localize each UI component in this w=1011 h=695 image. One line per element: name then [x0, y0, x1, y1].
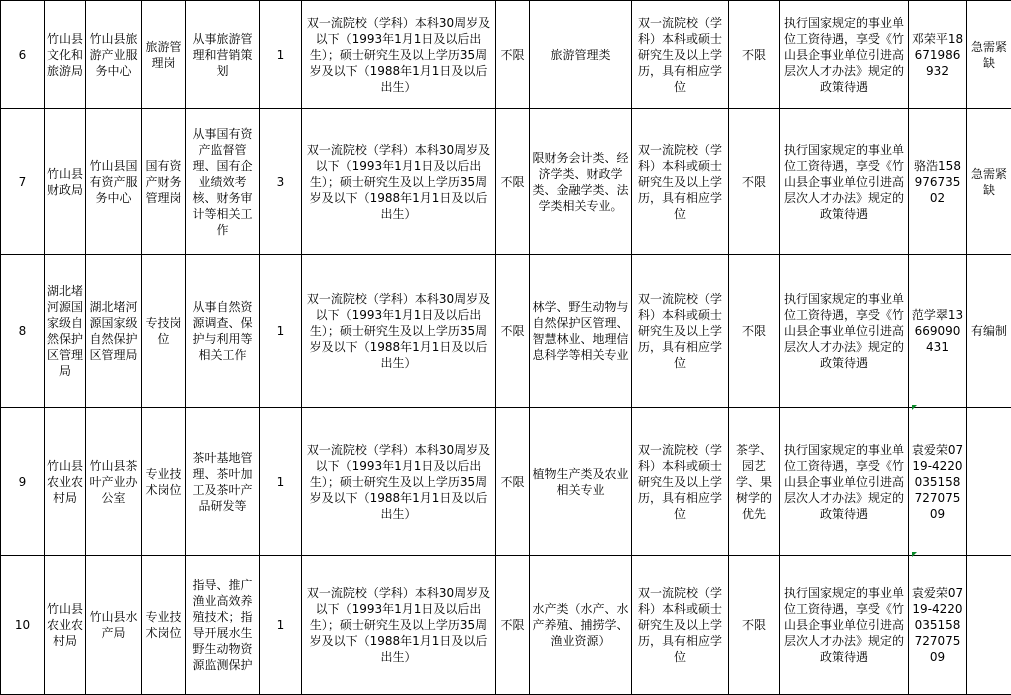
cell-count: 3 [260, 109, 302, 255]
table-row [1, 408, 1011, 556]
cell-dept: 竹山县文化和旅游局 [45, 1, 86, 109]
cell-duty: 指导、推广渔业高效养殖技术；指导开展水生野生动物资源监测保护 [186, 556, 260, 695]
cell-note [967, 556, 1011, 695]
cell-age: 双一流院校（学科）本科30周岁及以下（1993年1月1日及以后出生）；硕士研究生及以上学历35周岁及以下（1988年1月1日及以后出生） [302, 255, 496, 408]
cell-note: 急需紧缺 [967, 1, 1011, 109]
cell-unit: 竹山县水产局 [86, 556, 142, 695]
cell-count: 1 [260, 1, 302, 109]
cell-dept: 湖北堵河源国家级自然保护区管理局 [45, 255, 86, 408]
cell-gender: 不限 [496, 1, 530, 109]
cell-salary: 执行国家规定的事业单位工资待遇，享受《竹山县企事业单位引进高层次人才办法》规定的政策待遇 [780, 408, 909, 556]
cell-other: 不限 [729, 109, 780, 255]
cell-major: 林学、野生动物与自然保护区管理、智慧林业、地理信息科学等相关专业 [530, 255, 632, 408]
cell-gender: 不限 [496, 408, 530, 556]
cell-count: 1 [260, 556, 302, 695]
cell-major: 限财务会计类、经济学类、财政学类、金融学类、法学类相关专业。 [530, 109, 632, 255]
cell-other: 茶学、园艺学、果树学的优先 [729, 408, 780, 556]
cell-duty: 从事旅游管理和营销策划 [186, 1, 260, 109]
cell-education: 双一流院校（学科）本科或硕士研究生及以上学历，具有相应学位 [632, 556, 729, 695]
cell-count: 1 [260, 408, 302, 556]
cell-contact: 范学翠13669090431 [909, 255, 967, 408]
cell-post: 专技岗位 [142, 255, 186, 408]
cell-unit: 竹山县茶叶产业办公室 [86, 408, 142, 556]
cell-major: 旅游管理类 [530, 1, 632, 109]
cell-no: 10 [1, 556, 45, 695]
cell-count: 1 [260, 255, 302, 408]
cell-post: 国有资产财务管理岗 [142, 109, 186, 255]
cell-no: 8 [1, 255, 45, 408]
cell-contact: 邓荣平18671986932 [909, 1, 967, 109]
cell-duty: 从事国有资产监督管理、国有企业绩效考核、财务审计等相关工作 [186, 109, 260, 255]
comment-marker-icon [912, 405, 917, 410]
cell-other: 不限 [729, 255, 780, 408]
cell-salary: 执行国家规定的事业单位工资待遇，享受《竹山县企事业单位引进高层次人才办法》规定的政策待遇 [780, 255, 909, 408]
cell-education: 双一流院校（学科）本科或硕士研究生及以上学历，具有相应学位 [632, 109, 729, 255]
cell-dept: 竹山县农业农村局 [45, 556, 86, 695]
cell-note: 有编制 [967, 255, 1011, 408]
cell-unit: 竹山县国有资产服务中心 [86, 109, 142, 255]
cell-education: 双一流院校（学科）本科或硕士研究生及以上学历，具有相应学位 [632, 255, 729, 408]
cell-age: 双一流院校（学科）本科30周岁及以下（1993年1月1日及以后出生）；硕士研究生及以上学历35周岁及以下（1988年1月1日及以后出生） [302, 1, 496, 109]
cell-age: 双一流院校（学科）本科30周岁及以下（1993年1月1日及以后出生）；硕士研究生及以上学历35周岁及以下（1988年1月1日及以后出生） [302, 556, 496, 695]
cell-no: 7 [1, 109, 45, 255]
cell-no: 6 [1, 1, 45, 109]
cell-education: 双一流院校（学科）本科或硕士研究生及以上学历，具有相应学位 [632, 408, 729, 556]
cell-salary: 执行国家规定的事业单位工资待遇，享受《竹山县企事业单位引进高层次人才办法》规定的政策待遇 [780, 556, 909, 695]
cell-duty: 从事自然资源调查、保护与利用等相关工作 [186, 255, 260, 408]
cell-salary: 执行国家规定的事业单位工资待遇，享受《竹山县企事业单位引进高层次人才办法》规定的政策待遇 [780, 109, 909, 255]
cell-gender: 不限 [496, 255, 530, 408]
table-row [1, 255, 1011, 408]
cell-no: 9 [1, 408, 45, 556]
cell-other: 不限 [729, 1, 780, 109]
cell-unit: 湖北堵河源国家级自然保护区管理局 [86, 255, 142, 408]
cell-gender: 不限 [496, 109, 530, 255]
cell-age: 双一流院校（学科）本科30周岁及以下（1993年1月1日及以后出生）；硕士研究生及以上学历35周岁及以下（1988年1月1日及以后出生） [302, 109, 496, 255]
cell-major: 植物生产类及农业相关专业 [530, 408, 632, 556]
cell-unit: 竹山县旅游产业服务中心 [86, 1, 142, 109]
cell-age: 双一流院校（学科）本科30周岁及以下（1993年1月1日及以后出生）；硕士研究生及以上学历35周岁及以下（1988年1月1日及以后出生） [302, 408, 496, 556]
cell-post: 专业技术岗位 [142, 408, 186, 556]
cell-contact: 袁爱荣0719-422003515872707509 [909, 408, 967, 556]
cell-contact: 袁爱荣0719-422003515872707509 [909, 556, 967, 695]
cell-dept: 竹山县农业农村局 [45, 408, 86, 556]
cell-duty: 茶叶基地管理、茶叶加工及茶叶产品研发等 [186, 408, 260, 556]
cell-dept: 竹山县财政局 [45, 109, 86, 255]
table-row [1, 556, 1011, 695]
cell-contact: 骆浩15897673502 [909, 109, 967, 255]
cell-gender: 不限 [496, 556, 530, 695]
cell-major: 水产类（水产、水产养殖、捕捞学、渔业资源） [530, 556, 632, 695]
cell-post: 旅游管理岗 [142, 1, 186, 109]
comment-marker-icon [912, 552, 917, 557]
table-row [1, 109, 1011, 255]
cell-note: 急需紧缺 [967, 109, 1011, 255]
cell-post: 专业技术岗位 [142, 556, 186, 695]
cell-note [967, 408, 1011, 556]
cell-other: 不限 [729, 556, 780, 695]
cell-education: 双一流院校（学科）本科或硕士研究生及以上学历，具有相应学位 [632, 1, 729, 109]
table-row [1, 1, 1011, 109]
cell-salary: 执行国家规定的事业单位工资待遇，享受《竹山县企事业单位引进高层次人才办法》规定的政策待遇 [780, 1, 909, 109]
